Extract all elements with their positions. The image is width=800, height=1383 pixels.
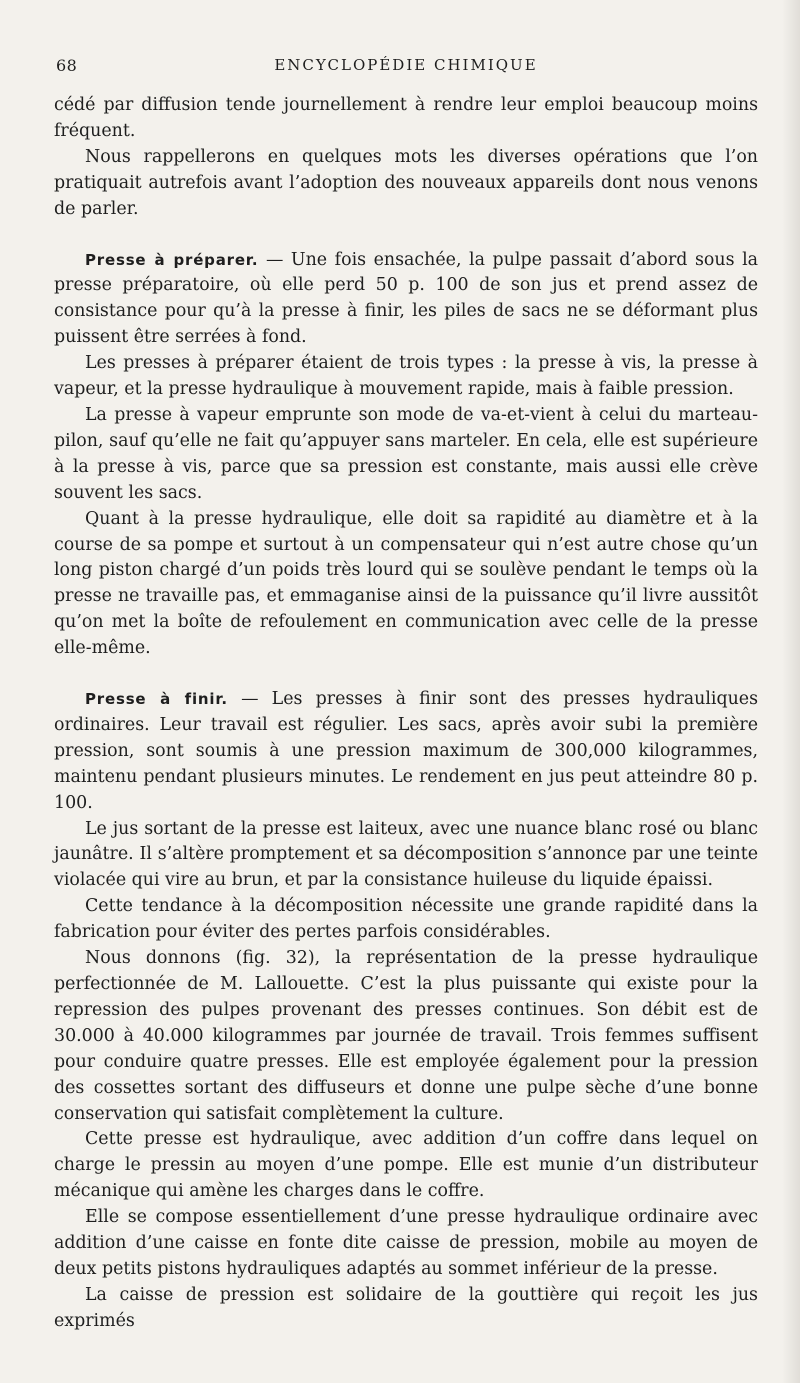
page-body: [54, 93, 758, 1335]
paragraph: Quant à la presse hydraulique, elle doit sa rapidité au diamètre et à la course de sa pompe et surtout à un compensateur qui n’est autre chose qu’un long piston chargé d’un poids très lourd qui se soulève pendant le temps où la presse ne travaille pas, et emmaganise ainsi de la puissance qu’il livre aussitôt qu’on met la boîte de refoulement en communication avec celle de la presse elle-même.: [54, 508, 758, 659]
running-title: ENCYCLOPÉDIE CHIMIQUE: [274, 56, 538, 74]
paragraph: La caisse de pression est solidaire de la gouttière qui reçoit les jus exprimés: [54, 1284, 758, 1331]
section-heading: Presse à finir.: [85, 690, 228, 709]
page-edge-shadow: [782, 0, 800, 1383]
page-header: [56, 56, 756, 78]
paragraph: Cette tendance à la décomposition nécessite une grande rapidité dans la fabrication pour éviter des pertes parfois considérables.: [54, 896, 758, 943]
paragraph: Nous rappellerons en quelques mots les diverses opérations que l’on pratiquait autrefois avant l’adoption des nouveaux appareils dont nous venons de parler.: [54, 146, 758, 219]
section-heading: Presse à préparer.: [85, 250, 259, 269]
section-text: — Une fois ensachée, la pulpe passait d’abord sous la presse préparatoire, où elle perd 50 p. 100 de son jus et prend assez de consistance pour qu’à la presse à finir, les piles de sacs ne se déformant plus puissent être serrées à fond.: [54, 249, 759, 348]
paragraph: Elle se compose essentiellement d’une presse hydraulique ordinaire avec addition d’une caisse en fonte dite caisse de pression, mobile au moyen de deux petits pistons hydrauliques adaptés au sommet inférieur de la presse.: [54, 1207, 758, 1279]
section-presse-a-preparer: [54, 248, 758, 352]
paragraph: La presse à vapeur emprunte son mode de va-et-vient à celui du marteau-pilon, sauf qu’elle ne fait qu’appuyer sans marteler. En cela, elle est supérieure à la presse à vis, parce que sa pression est constante, mais aussi elle crève souvent les sacs.: [54, 404, 758, 503]
section-presse-a-finir: [54, 687, 758, 817]
paragraph: Le jus sortant de la presse est laiteux, avec une nuance blanc rosé ou blanc jaunâtre. Il s’altère promptement et sa décomposition s’annonce par une teinte violacée qui vire au brun, et par la consistance huileuse du liquide épaissi.: [54, 818, 758, 891]
page-number: 68: [56, 56, 78, 75]
paragraph: cédé par diffusion tende journellement à rendre leur emploi beaucoup moins fréquent.: [54, 95, 758, 141]
paragraph: Les presses à préparer étaient de trois types : la presse à vis, la presse à vapeur, et la presse hydraulique à mouvement rapide, mais à faible pression.: [54, 353, 758, 400]
paragraph: Nous donnons (fig. 32), la représentation de la presse hydraulique perfectionnée de M. Lallouette. C’est la plus puissante qui existe pour la repression des pulpes provenant des presses continues. Son débit est de 30.000 à 40.000 kilogrammes par journée de travail. Trois femmes suffisent pour conduire quatre presses. Elle est employée également pour la pression des cossettes sortant des diffuseurs et donne une pulpe sèche d’une bonne conservation qui satisfait complètement la culture.: [54, 948, 758, 1124]
section-text: — Les presses à finir sont des presses hydrauliques ordinaires. Leur travail est régulier. Les sacs, après avoir subi la première pression, sont soumis à une pression maximum de 300,000 kilogrammes, maintenu pendant plusieurs minutes. Le rendement en jus peut atteindre 80 p. 100.: [54, 689, 759, 813]
paragraph: Cette presse est hydraulique, avec addition d’un coffre dans lequel on charge le pressin au moyen d’une pompe. Elle est munie d’un distributeur mécanique qui amène les charges dans le coffre.: [54, 1129, 758, 1202]
